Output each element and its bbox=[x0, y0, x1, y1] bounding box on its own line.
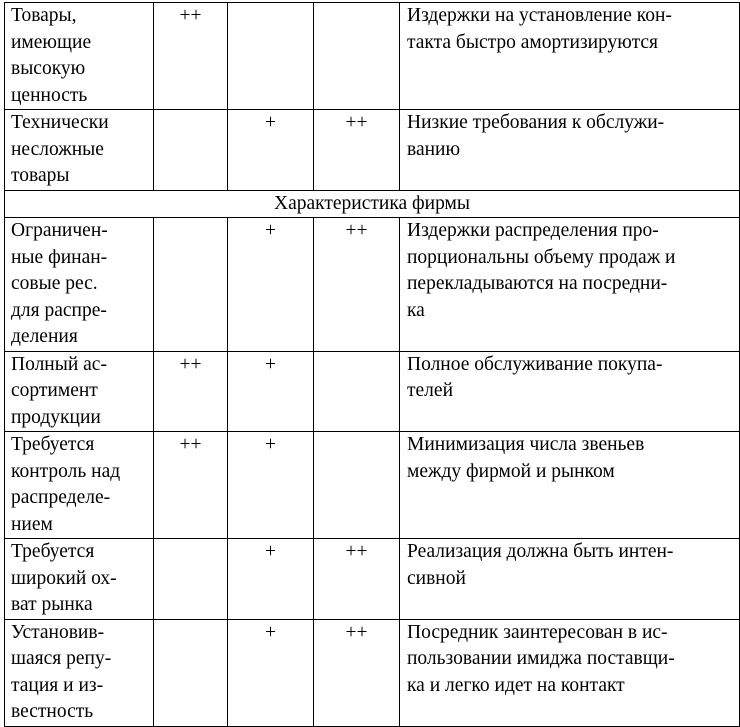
cell-line: Минимизация числа звеньев bbox=[407, 434, 645, 455]
rating-cell-col4: ++ bbox=[314, 218, 400, 352]
cell-line: сивной bbox=[407, 567, 466, 589]
cell-line: нием bbox=[11, 513, 53, 535]
cell-line: Полное обслуживание покупа- bbox=[407, 353, 663, 375]
section-header-row bbox=[5, 190, 740, 218]
rating-cell-col2: ++ bbox=[154, 351, 228, 432]
cell-line: вестность bbox=[11, 701, 94, 722]
cell-line: тация и из- bbox=[11, 674, 104, 696]
cell-line: распределе- bbox=[11, 487, 111, 508]
cell-line: ванию bbox=[407, 138, 461, 160]
cell-line: продукции bbox=[11, 406, 101, 428]
factor-cell bbox=[5, 432, 154, 539]
factor-cell bbox=[5, 110, 154, 191]
cell-line: товары bbox=[11, 165, 70, 186]
cell-line: ка bbox=[407, 299, 425, 321]
cell-line: широкий ох- bbox=[11, 567, 117, 589]
cell-line: Низкие требования к обслужи- bbox=[407, 112, 665, 133]
rating-cell-col2 bbox=[154, 539, 228, 620]
cell-line: несложные bbox=[11, 138, 104, 160]
cell-line: Установив- bbox=[11, 621, 105, 643]
section-title: Характеристика фирмы bbox=[5, 190, 740, 218]
description-cell bbox=[400, 3, 740, 110]
table-row bbox=[5, 110, 740, 191]
description-cell bbox=[400, 110, 740, 191]
cell-line: Посредник заинтересован в ис- bbox=[407, 621, 668, 643]
cell-line: Ограничен- bbox=[11, 220, 108, 241]
description-cell bbox=[400, 351, 740, 432]
cell-line: деления bbox=[11, 326, 78, 347]
table-row bbox=[5, 539, 740, 620]
cell-line: ные финан- bbox=[11, 246, 108, 268]
cell-line: пользовании имиджа поставщи- bbox=[407, 648, 675, 669]
rating-cell-col2 bbox=[154, 619, 228, 726]
cell-line: ка и легко идет на контакт bbox=[407, 674, 625, 696]
cell-line: ценность bbox=[11, 84, 88, 106]
cell-line: между фирмой и рынком bbox=[407, 460, 615, 482]
cell-line: контроль над bbox=[11, 460, 121, 482]
factor-cell bbox=[5, 619, 154, 726]
description-cell bbox=[400, 619, 740, 726]
rating-cell-col3: + bbox=[228, 351, 314, 432]
cell-line: высокую bbox=[11, 58, 86, 79]
cell-line: Реализация должна быть интен- bbox=[407, 541, 674, 562]
rating-cell-col4: ++ bbox=[314, 619, 400, 726]
cell-line: для распре- bbox=[11, 299, 107, 321]
rating-cell-col2 bbox=[154, 218, 228, 352]
rating-cell-col4 bbox=[314, 432, 400, 539]
description-cell bbox=[400, 218, 740, 352]
rating-cell-col3: + bbox=[228, 539, 314, 620]
table-row bbox=[5, 218, 740, 352]
cell-line: Товары, bbox=[11, 5, 77, 26]
cell-line: имеющие bbox=[11, 31, 92, 53]
cell-line: сортимент bbox=[11, 380, 98, 401]
cell-line: Издержки распределения про- bbox=[407, 220, 659, 241]
table-row bbox=[5, 619, 740, 726]
rating-cell-col3: + bbox=[228, 110, 314, 191]
rating-cell-col4: ++ bbox=[314, 110, 400, 191]
rating-cell-col2: ++ bbox=[154, 3, 228, 110]
cell-line: Требуется bbox=[11, 434, 95, 455]
rating-cell-col4 bbox=[314, 3, 400, 110]
comparison-table bbox=[4, 2, 740, 727]
cell-line: Издержки на установление кон- bbox=[407, 5, 672, 26]
cell-line: перекладываются на посредни- bbox=[407, 273, 668, 294]
rating-cell-col3 bbox=[228, 3, 314, 110]
rating-cell-col4: ++ bbox=[314, 539, 400, 620]
cell-line: ват рынка bbox=[11, 594, 93, 615]
table-row bbox=[5, 351, 740, 432]
cell-line: совые рес. bbox=[11, 273, 98, 294]
description-cell bbox=[400, 432, 740, 539]
factor-cell bbox=[5, 218, 154, 352]
cell-line: Технически bbox=[11, 112, 109, 133]
factor-cell bbox=[5, 539, 154, 620]
description-cell bbox=[400, 539, 740, 620]
cell-line: порциональны объему продаж и bbox=[407, 246, 676, 268]
factor-cell bbox=[5, 351, 154, 432]
cell-line: шаяся репу- bbox=[11, 648, 112, 669]
rating-cell-col2 bbox=[154, 110, 228, 191]
rating-cell-col3: + bbox=[228, 619, 314, 726]
cell-line: Полный ас- bbox=[11, 353, 107, 375]
factor-cell bbox=[5, 3, 154, 110]
table-row bbox=[5, 3, 740, 110]
cell-line: телей bbox=[407, 380, 453, 401]
rating-cell-col4 bbox=[314, 351, 400, 432]
rating-cell-col2: ++ bbox=[154, 432, 228, 539]
table-row bbox=[5, 432, 740, 539]
rating-cell-col3: + bbox=[228, 432, 314, 539]
cell-line: такта быстро амортизируются bbox=[407, 31, 659, 53]
cell-line: Требуется bbox=[11, 541, 95, 562]
table-body bbox=[5, 3, 740, 727]
rating-cell-col3: + bbox=[228, 218, 314, 352]
